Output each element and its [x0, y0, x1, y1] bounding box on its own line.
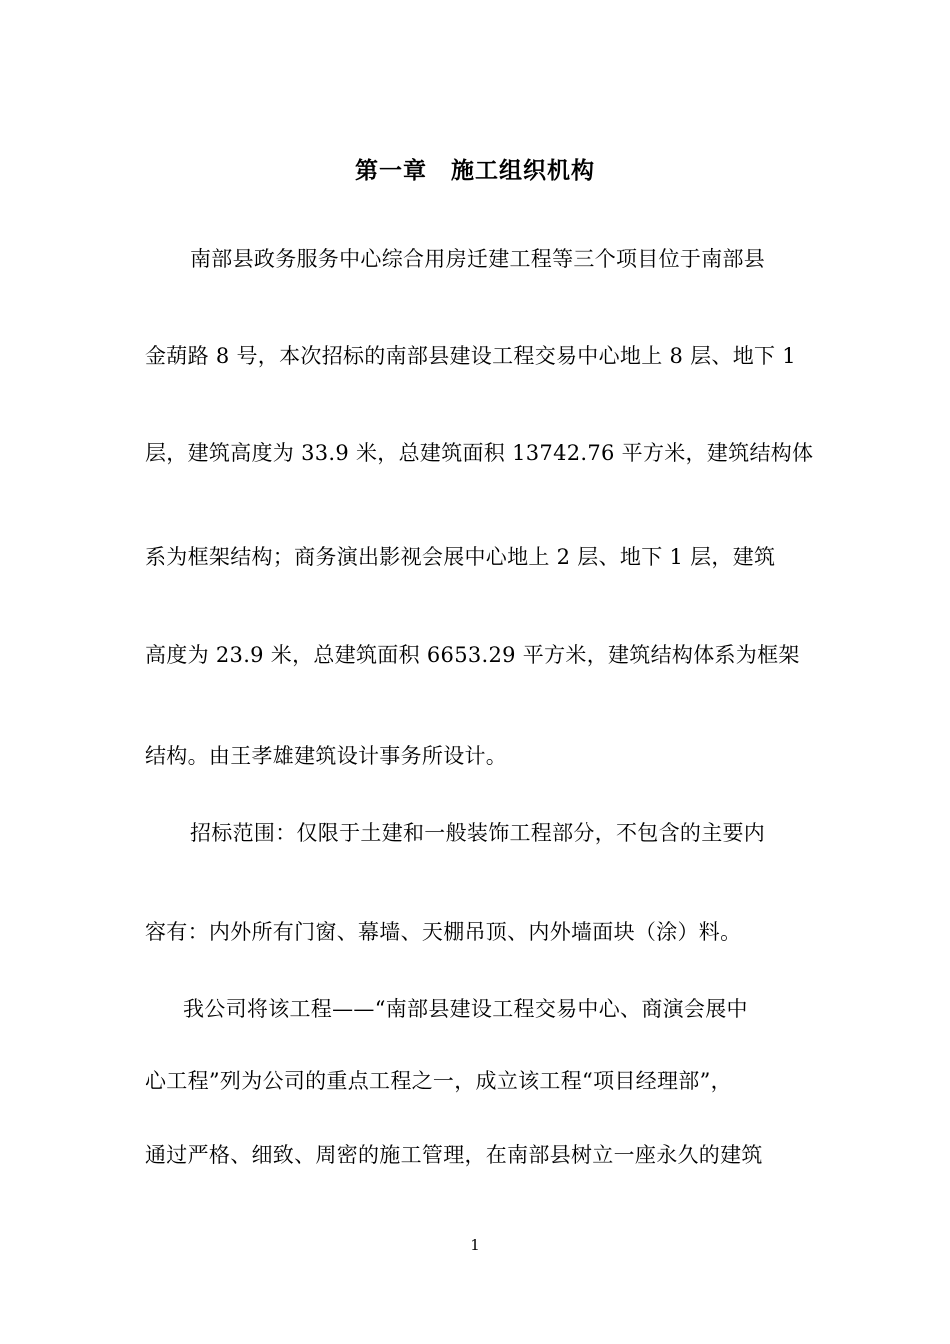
- chapter-title: 第一章 施工组织机构: [355, 158, 595, 184]
- paragraph-line: 层，建筑高度为 33.9 米，总建筑面积 13742.76 平方米，建筑结构体: [145, 441, 814, 465]
- paragraph-line: 心工程”列为公司的重点工程之一，成立该工程“项目经理部”，: [145, 1069, 732, 1093]
- paragraph-line: 南部县政务服务中心综合用房迁建工程等三个项目位于南部县: [190, 247, 766, 271]
- paragraph-line: 招标范围：仅限于土建和一般装饰工程部分，不包含的主要内: [190, 821, 766, 845]
- paragraph-line: 金葫路 8 号，本次招标的南部县建设工程交易中心地上 8 层、地下 1: [145, 344, 796, 368]
- paragraph-line: 系为框架结构；商务演出影视会展中心地上 2 层、地下 1 层，建筑: [145, 545, 776, 569]
- paragraph-line: 我公司将该工程——“南部县建设工程交易中心、商演会展中: [183, 997, 748, 1021]
- paragraph-line: 结构。由王孝雄建筑设计事务所设计。: [145, 744, 508, 768]
- paragraph-line: 高度为 23.9 米，总建筑面积 6653.29 平方米，建筑结构体系为框架: [145, 643, 800, 667]
- paragraph-line: 通过严格、细致、周密的施工管理，在南部县树立一座永久的建筑: [145, 1143, 763, 1167]
- page-number: 1: [470, 1236, 480, 1254]
- paragraph-line: 容有：内外所有门窗、幕墙、天棚吊顶、内外墙面块（涂）料。: [145, 920, 742, 944]
